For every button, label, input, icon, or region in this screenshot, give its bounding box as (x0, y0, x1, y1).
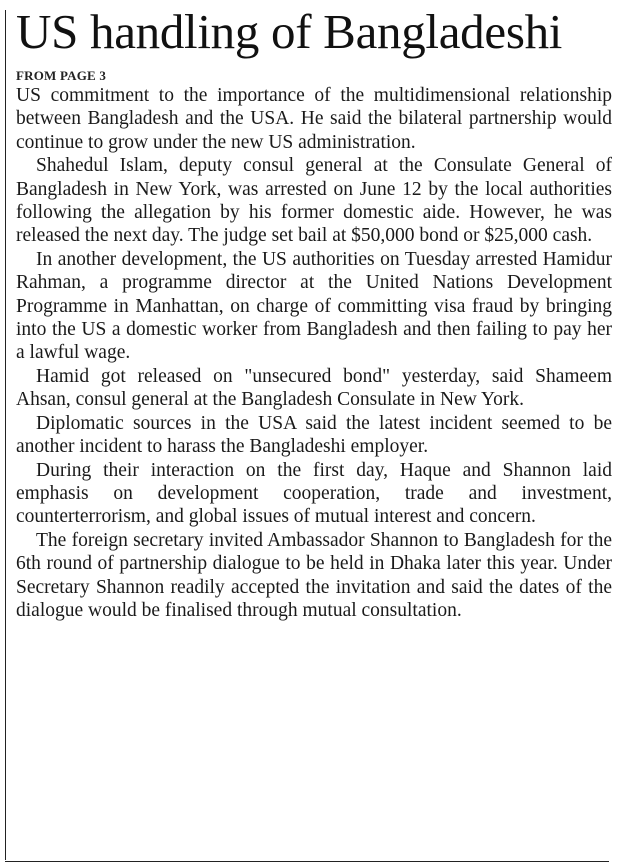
body-paragraph: In another development, the US authorities on Tuesday arrested Hamidur Rahman, a programme director at the United Nations Development Programme in Manhattan, on charge of committing visa fraud by bringing into the US a domestic worker from Bangladesh and then failing to pay her a lawful wage. (16, 248, 612, 364)
headline: US handling of Bangladeshi (16, 4, 563, 59)
article-body (16, 84, 612, 622)
body-paragraph: Shahedul Islam, deputy consul general at the Consulate General of Bangladesh in New York, was arrested on June 12 by the local authorities following the allegation by his former domestic aide. However, he was released the next day. The judge set bail at $50,000 bond or $25,000 cash. (16, 155, 612, 247)
body-paragraph: The foreign secretary invited Ambassador Shannon to Bangladesh for the 6th round of partnership dialogue to be held in Dhaka later this year. Under Secretary Shannon readily accepted the invitation and said the dates of the dialogue would be finalised through mutual consultation. (16, 529, 612, 621)
body-paragraph: During their interaction on the first day, Haque and Shannon laid emphasis on development cooperation, trade and investment, counterterrorism, and global issues of mutual interest and concern. (16, 459, 612, 528)
column-rule-bottom (5, 861, 609, 862)
jump-line: FROM PAGE 3 (16, 68, 107, 83)
body-paragraph: Diplomatic sources in the USA said the latest incident seemed to be another incident to harass the Bangladeshi employer. (16, 412, 612, 458)
body-paragraph: Hamid got released on "unsecured bond" yesterday, said Shameem Ahsan, consul general at the Bangladesh Consulate in New York. (16, 365, 612, 411)
news-article (16, 2, 612, 622)
body-paragraph: US commitment to the importance of the multidimensional relationship between Bangladesh and the USA. He said the bilateral partnership would continue to grow under the new US administration. (16, 85, 612, 153)
column-rule-left (5, 10, 6, 860)
